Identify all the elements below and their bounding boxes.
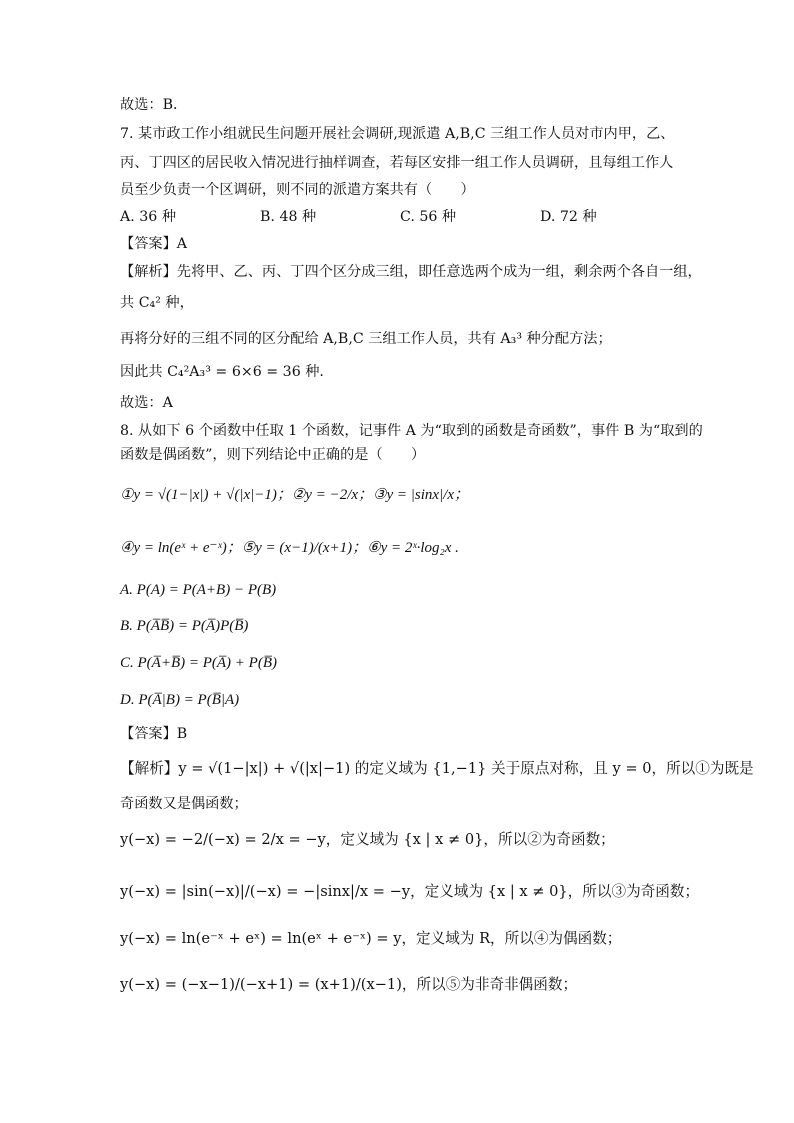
q7-line-3: [120, 180, 475, 200]
q8-functions-row-1-text: ①y = √(1−|x|) + √(|x|−1)；②y = −2/x；③y = |sinx|/x；: [120, 487, 469, 503]
q7-analysis-4: [120, 362, 324, 382]
q8-option-b-text: B. P(A̅B̅) = P(A̅)P(B̅): [120, 618, 249, 634]
q7-answer: [120, 234, 187, 254]
q8-analysis-1: [120, 759, 754, 779]
q7-stem-line-1: 7. 某市政工作小组就民生问题开展社会调研,现派遣 A,B,C 三组工作人员对市内甲，乙、: [120, 126, 675, 142]
q8-option-a: [120, 580, 276, 600]
q8-option-b: [120, 616, 248, 636]
q7-conclusion: [120, 393, 173, 413]
q8-functions-row-2-text: ④y = ln(eˣ + e⁻ˣ)；⑤y = (x−1)/(x+1)；⑥y = 2ˣ·log₂x .: [120, 540, 459, 556]
q8-stem-line-1: 8. 从如下 6 个函数中任取 1 个函数，记事件 A 为“取到的函数是奇函数”，事件 B 为“取到的: [120, 423, 703, 439]
q8-functions-row-1: [120, 484, 469, 505]
q7-analysis-line-3: 再将分好的三组不同的区分配给 A,B,C 三组工作人员，共有 A₃³ 种分配方法；: [120, 331, 612, 347]
q7-analysis-line-1: 【解析】先将甲、乙、丙、丁四个区分成三组，即任意选两个成为一组，剩余两个各自一组，: [120, 264, 702, 280]
q7-conclusion-text: 故选：A: [120, 395, 173, 411]
prev-conclusion: [120, 95, 187, 115]
q7-stem-line-3: 员至少负责一个区调研，则不同的派遣方案共有（ ）: [120, 182, 475, 198]
q8-analysis-line-1: 【解析】y = √(1−|x|) + √(|x|−1) 的定义域为 {1,−1} 关于原点对称，且 y = 0，所以①为既是: [120, 760, 754, 777]
q7-option-d: D. 72 种: [540, 209, 597, 225]
q8-analysis-2: [120, 794, 248, 814]
q8-option-c-text: C. P(A̅+B̅) = P(A̅) + P(B̅): [120, 655, 277, 671]
q7-analysis-line-2: 共 C₄² 种，: [120, 295, 194, 311]
q7-line-2: [120, 153, 673, 173]
q8-answer-text: 【答案】B: [120, 726, 188, 742]
q7-analysis-line-4: 因此共 C₄²A₃³ = 6×6 = 36 种.: [120, 364, 324, 380]
q7-option-b: B. 48 种: [260, 209, 317, 225]
q8-analysis-line-6: y(−x) = (−x−1)/(−x+1) = (x+1)/(x−1)，所以⑤为非奇非偶函数；: [120, 976, 578, 993]
q7-analysis-1: [120, 262, 702, 282]
q8-analysis-line-4: y(−x) = |sin(−x)|/(−x) = −|sinx|/x = −y，定义域为 {x | x ≠ 0}，所以③为奇函数；: [120, 883, 700, 900]
q7-option-a: A. 36 种: [120, 209, 177, 225]
q8-analysis-3: [120, 830, 615, 850]
q8-analysis-line-5: y(−x) = ln(e⁻ˣ + eˣ) = ln(eˣ + e⁻ˣ) = y，定义域为 R，所以④为偶函数；: [120, 930, 622, 947]
q8-analysis-4: [120, 882, 699, 902]
q8-line-1: [120, 421, 703, 441]
q7-answer-text: 【答案】A: [120, 236, 187, 252]
q8-analysis-line-2: 奇函数又是偶函数；: [120, 796, 248, 812]
q8-option-d: [120, 690, 239, 710]
q7-option-c: C. 56 种: [400, 209, 457, 225]
q8-analysis-6: [120, 975, 577, 995]
q7-options: [120, 207, 680, 227]
q7-analysis-2: [120, 293, 194, 313]
q8-option-c: [120, 653, 277, 673]
q8-option-d-text: D. P(A̅|B) = P(B̅|A): [120, 692, 240, 708]
prev-conclusion-text: 故选：B．: [120, 97, 188, 113]
q7-analysis-3: [120, 329, 612, 349]
q8-stem-line-2: 函数是偶函数”，则下列结论中正确的是（ ）: [120, 447, 426, 463]
q8-functions-row-2: [120, 537, 459, 558]
q7-stem-line-2: 丙、丁四区的居民收入情况进行抽样调查，若每区安排一组工作人员调研，且每组工作人: [120, 155, 674, 171]
q8-option-a-text: A. P(A) = P(A+B) − P(B): [120, 582, 277, 598]
q8-answer: [120, 724, 187, 744]
q8-analysis-line-3: y(−x) = −2/(−x) = 2/x = −y，定义域为 {x | x ≠ 0}，所以②为奇函数；: [120, 831, 615, 848]
q8-analysis-5: [120, 929, 621, 949]
q7-line-1: [120, 124, 675, 144]
q8-line-2: [120, 445, 425, 465]
